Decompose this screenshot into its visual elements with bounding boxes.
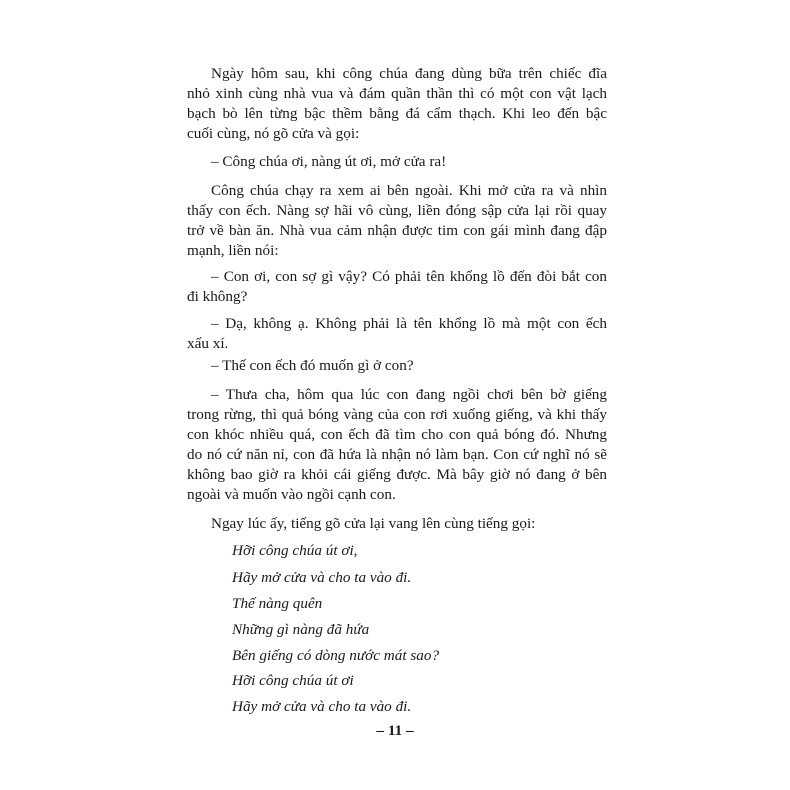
text-line: thấy con ếch. Nàng sợ hãi vô cùng, liền đóng sập cửa lại rồi quay	[187, 202, 607, 219]
verse-line: Hỡi công chúa út ơi	[232, 672, 354, 689]
text-line: xấu xí.	[187, 335, 229, 352]
text-line: Ngay lúc ấy, tiếng gõ cửa lại vang lên cùng tiếng gọi:	[211, 515, 536, 532]
text-line: – Thế con ếch đó muốn gì ở con?	[211, 357, 414, 374]
text-line: – Con ơi, con sợ gì vậy? Có phải tên khổng lồ đến đòi bắt con	[211, 268, 607, 285]
verse-line: Bên giếng có dòng nước mát sao?	[232, 647, 440, 664]
paragraph-7	[187, 385, 607, 505]
text-line: Công chúa chạy ra xem ai bên ngoài. Khi mở cửa ra và nhìn	[211, 182, 607, 199]
text-line: ngoài và muốn vào ngồi cạnh con.	[187, 486, 396, 503]
paragraph-3	[187, 181, 607, 261]
paragraph-8	[187, 514, 607, 534]
paragraph-1	[187, 64, 607, 144]
text-line: con khóc nhiều quá, con ếch đã tìm cho con quả bóng đó. Nhưng	[187, 426, 607, 443]
text-line: – Công chúa ơi, nàng út ơi, mở cửa ra!	[211, 153, 447, 170]
paragraph-5	[187, 314, 607, 354]
text-line: trở về bàn ăn. Nhà vua cảm nhận được tim con gái mình đang đập	[187, 222, 607, 239]
text-line: – Thưa cha, hôm qua lúc con đang ngồi chơi bên bờ giếng	[211, 386, 607, 403]
text-line: Ngày hôm sau, khi công chúa đang dùng bữa trên chiếc đĩa	[211, 65, 607, 82]
text-line: cuối cùng, nó gõ cửa và gọi:	[187, 125, 360, 142]
verse-line: Hãy mở cửa và cho ta vào đi.	[232, 698, 412, 715]
verse-line: Những gì nàng đã hứa	[232, 621, 370, 638]
text-line: không bao giờ ra khỏi cái giếng được. Mà bây giờ nó đang ở bên	[187, 466, 607, 483]
text-line: mạnh, liền nói:	[187, 242, 279, 259]
paragraph-4	[187, 267, 607, 307]
text-line: nhỏ xinh cùng nhà vua và đám quần thần thì có một con vật lạch	[187, 85, 607, 102]
text-line: đi không?	[187, 288, 248, 305]
verse-line: Hỡi công chúa út ơi,	[232, 542, 358, 559]
paragraph-2	[187, 152, 607, 172]
text-line: trong rừng, thì quả bóng vàng của con rơi xuống giếng, và khi thấy	[187, 406, 607, 423]
verse-line: Hãy mở cửa và cho ta vào đi.	[232, 569, 412, 586]
text-line: – Dạ, không ạ. Không phải là tên khổng lồ mà một con ếch	[211, 315, 607, 332]
text-line: bạch bò lên từng bậc thềm bằng đá cẩm thạch. Khi leo đến bậc	[187, 105, 607, 122]
text-line: do nó cứ năn nỉ, con đã hứa là nhận nó làm bạn. Con cứ nghĩ nó sẽ	[187, 446, 607, 463]
paragraph-6	[187, 356, 607, 376]
verse-line: Thế nàng quên	[232, 595, 323, 612]
page-number: – 11 –	[376, 722, 414, 739]
